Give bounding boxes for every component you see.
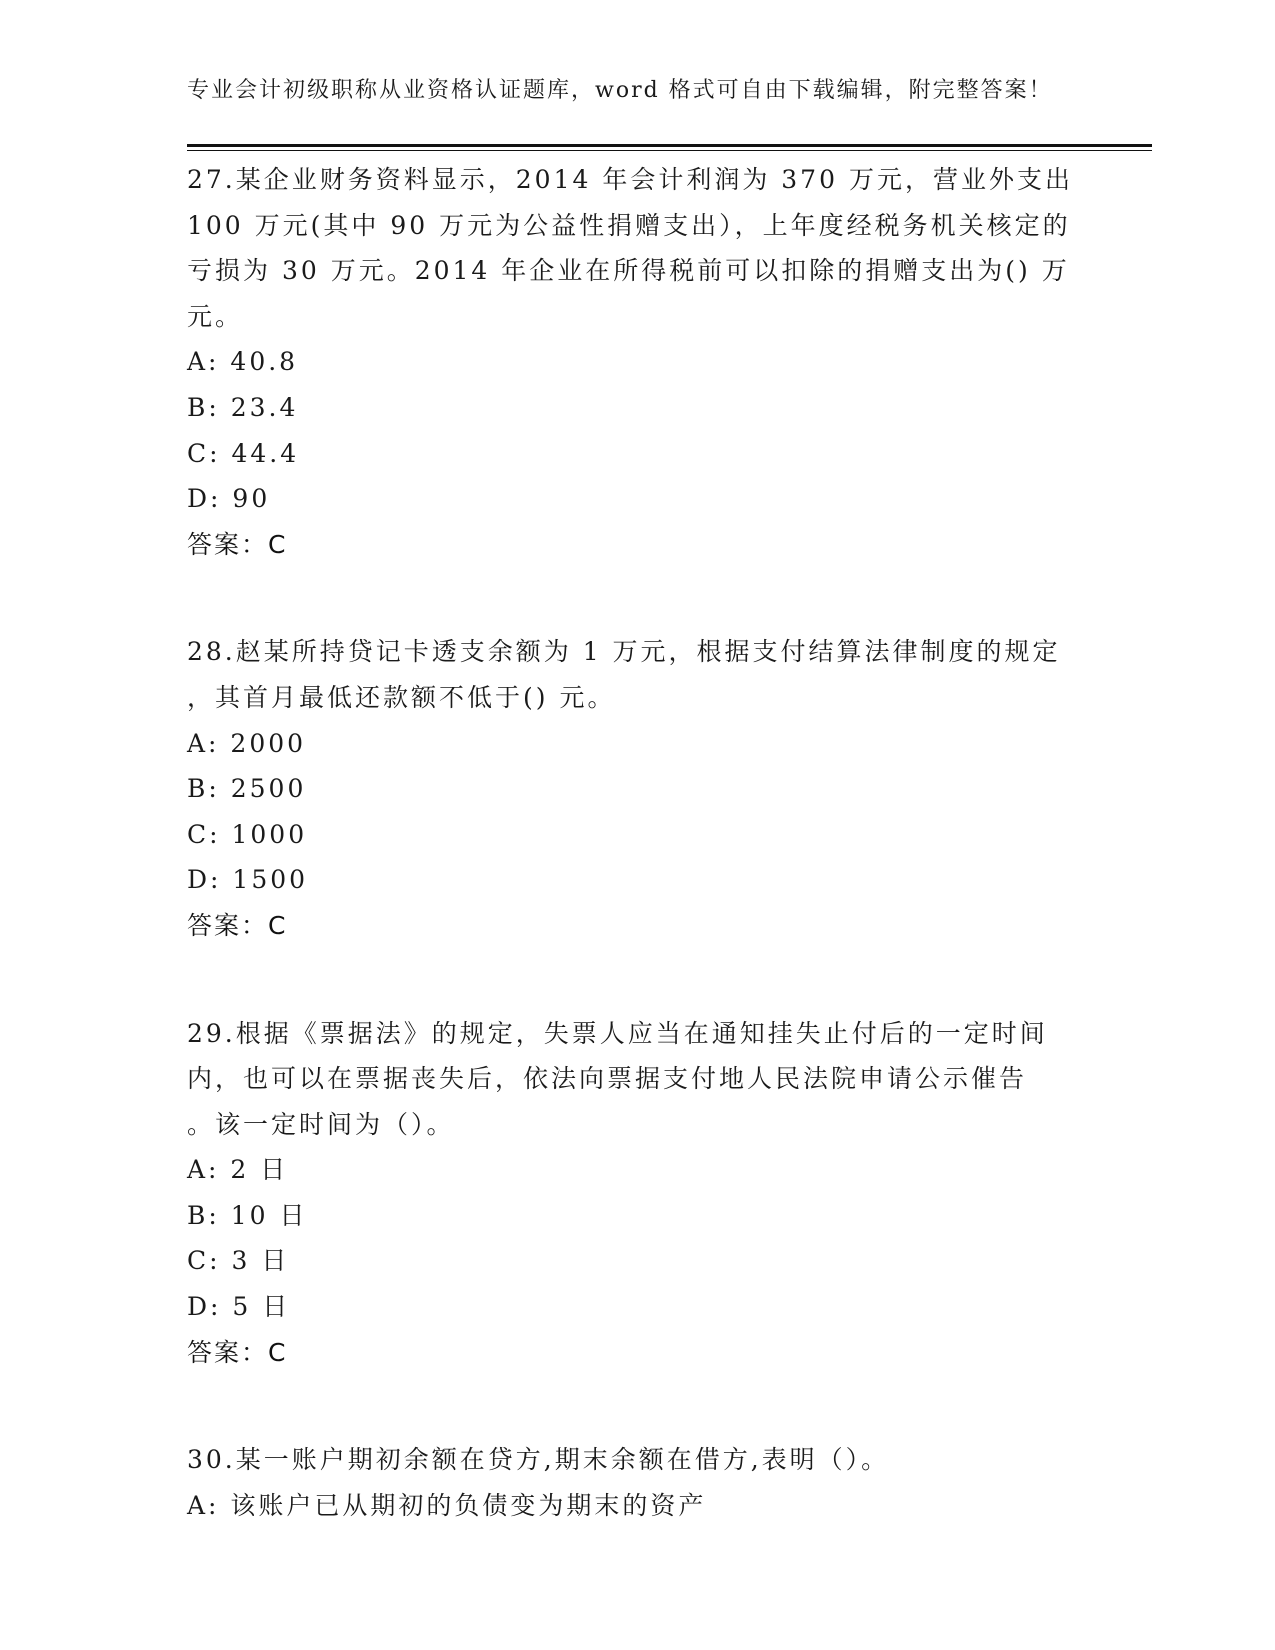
question-27 [187, 157, 1087, 567]
option-c: C: 3 日 [187, 1246, 290, 1276]
question-text-line: 27.某企业财务资料显示，2014 年会计利润为 370 万元，营业外支出 [187, 165, 1073, 194]
header-divider-thick [187, 144, 1152, 147]
option-b: B: 23.4 [187, 392, 299, 422]
question-text-line: 29.根据《票据法》的规定，失票人应当在通知挂失止付后的一定时间 [187, 1018, 1048, 1048]
question-text-line: 。该一定时间为（）。 [187, 1109, 455, 1139]
answer-label: 答案：C [187, 529, 288, 559]
option-d: D: 90 [187, 484, 271, 514]
option-d: D: 5 日 [187, 1292, 291, 1322]
question-29 [187, 1011, 1087, 1376]
question-text-line: 28.赵某所持贷记卡透支余额为 1 万元，根据支付结算法律制度的规定 [187, 637, 1061, 667]
question-text-line: 亏损为 30 万元。2014 年企业在所得税前可以扣除的捐赠支出为() 万 [187, 256, 1070, 286]
question-text-line: ，其首月最低还款额不低于() 元。 [187, 682, 616, 712]
option-c: C: 1000 [187, 819, 308, 849]
question-text-line: 元。 [187, 301, 244, 331]
option-a: A: 40.8 [187, 347, 299, 377]
option-c: C: 44.4 [187, 438, 300, 468]
question-30 [187, 1437, 1087, 1528]
question-text-line: 30.某一账户期初余额在贷方,期末余额在借方,表明（）。 [187, 1445, 890, 1475]
option-b: B: 10 日 [187, 1200, 308, 1230]
option-a: A: 2000 [187, 728, 307, 758]
answer-label: 答案：C [187, 1337, 288, 1367]
option-a: A: 2 日 [187, 1155, 289, 1185]
header-divider-thin [187, 150, 1152, 151]
question-28 [187, 629, 1087, 948]
page-header: 专业会计初级职称从业资格认证题库，word 格式可自由下载编辑，附完整答案！ [187, 78, 1053, 103]
option-d: D: 1500 [187, 865, 309, 895]
question-text-line: 内，也可以在票据丧失后，依法向票据支付地人民法院申请公示催告 [187, 1064, 1028, 1094]
answer-label: 答案：C [187, 910, 288, 940]
question-text-line: 100 万元(其中 90 万元为公益性捐赠支出），上年度经税务机关核定的 [187, 210, 1071, 240]
option-b: B: 2500 [187, 774, 307, 804]
option-a: A: 该账户已从期初的负债变为期末的资产 [187, 1490, 707, 1520]
question-list [187, 157, 1087, 1590]
